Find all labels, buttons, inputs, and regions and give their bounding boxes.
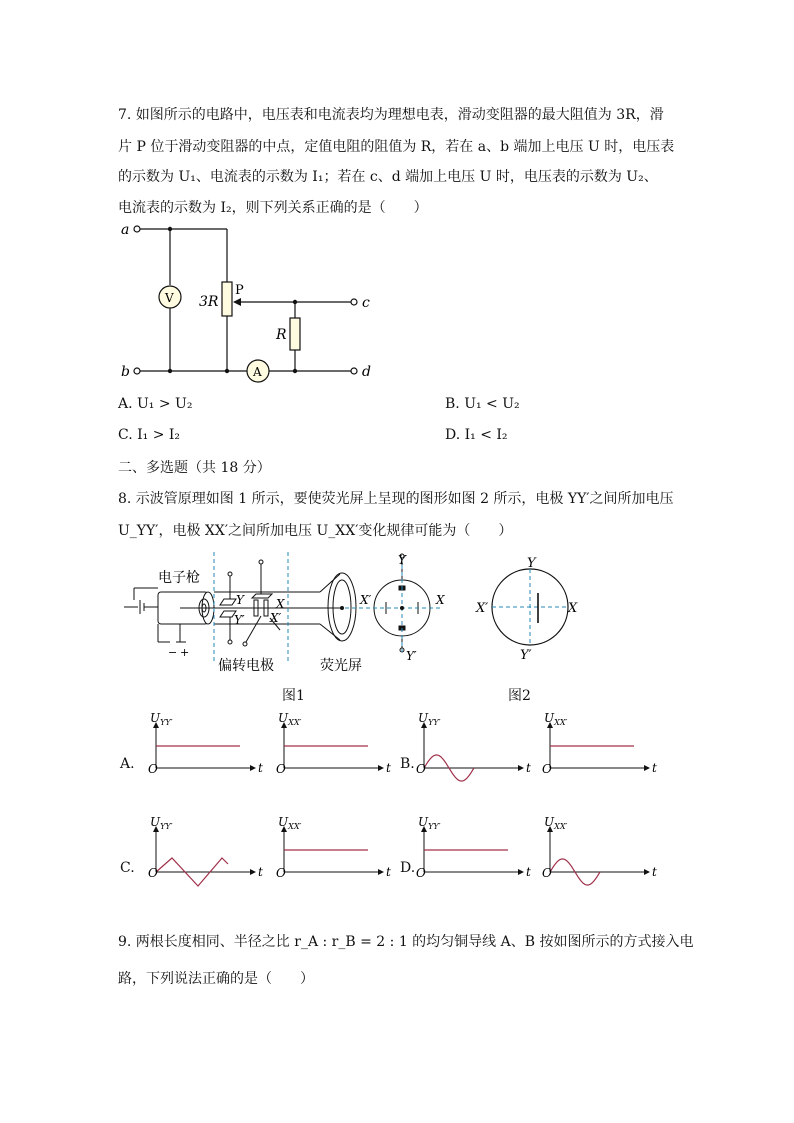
graph-4-t-label: t <box>652 761 657 775</box>
graph-7-uyy <box>404 816 538 896</box>
graph-5-t-label: t <box>258 865 263 879</box>
graph-5-uyy <box>136 816 270 896</box>
q7-line-4: 电流表的示数为 I₂，则下列关系正确的是（ ） <box>118 200 428 216</box>
fig1-yp-label: Y′ <box>234 613 245 627</box>
graph-6-uxx <box>264 816 398 896</box>
fluorescent-screen-label: 荧光屏 <box>320 658 362 674</box>
q8-option-d[interactable]: D. <box>400 860 416 876</box>
graph-5-origin-label: O <box>148 866 158 880</box>
slider-p-label: P <box>235 283 244 298</box>
fig2-xp-label: X′ <box>476 601 489 616</box>
q9-line-1: 9. 两根长度相同、半径之比 r_A : r_B = 2 : 1 的均匀铜导线 A、B 按如图所示的方式接入电 <box>118 934 694 950</box>
graph-2-uxx <box>264 712 398 792</box>
ammeter-label: A <box>253 365 262 379</box>
terminal-d-label: d <box>362 364 371 380</box>
fig1-xp-label: X′ <box>270 611 282 625</box>
electron-gun-label: 电子枪 <box>158 570 200 586</box>
graph-8-origin-label: O <box>542 866 552 880</box>
graph-6-axis-label: $U_{XX'}$ <box>278 816 302 831</box>
fig1-x-label: X <box>276 597 285 611</box>
q7-line-1: 7. 如图所示的电路中，电压表和电流表均为理想电表，滑动变阻器的最大阻值为 3R，滑 <box>118 107 664 123</box>
graph-3-origin-label: O <box>416 762 426 776</box>
fig1-screen-xp-label: X′ <box>360 593 372 607</box>
graph-3-axis-label: $U_{YY'}$ <box>418 712 441 727</box>
plus-sign: + <box>180 646 190 659</box>
graph-8-uxx <box>530 816 664 896</box>
graph-1-t-label: t <box>258 761 263 775</box>
section-2-heading: 二、多选题（共 18 分） <box>118 460 271 476</box>
fig1-screen-x-label: X <box>436 593 445 607</box>
graph-6-t-label: t <box>386 865 391 879</box>
graph-4-origin-label: O <box>542 762 552 776</box>
graph-1-origin-label: O <box>148 762 158 776</box>
graph-3-uyy <box>404 712 538 792</box>
q7-option-a[interactable]: A. U₁ > U₂ <box>118 396 193 412</box>
q7-line-3: 的示数为 U₁、电流表的示数为 I₁；若在 c、d 端加上电压 U 时，电压表的示数为 U₂、 <box>118 169 658 185</box>
q7-option-d[interactable]: D. I₁ < I₂ <box>445 427 508 443</box>
q8-figure-2-screen <box>470 555 590 665</box>
graph-7-origin-label: O <box>416 866 426 880</box>
terminal-c-label: c <box>362 295 370 311</box>
graph-5-axis-label: $U_{YY'}$ <box>150 816 173 831</box>
voltmeter-label: V <box>165 291 174 305</box>
q8-figure-1-oscilloscope <box>120 552 460 702</box>
graph-3-t-label: t <box>526 761 531 775</box>
graph-8-t-label: t <box>652 865 657 879</box>
fig1-screen-y-label: Y <box>398 553 406 567</box>
rheostat-3r-label: 3R <box>199 294 219 310</box>
graph-4-axis-label: $U_{XX'}$ <box>544 712 568 727</box>
q7-line-2: 片 P 位于滑动变阻器的中点，定值电阻的阻值为 R，若在 a、b 端加上电压 U 时，电压表 <box>118 139 675 155</box>
graph-2-axis-label: $U_{XX'}$ <box>278 712 302 727</box>
q8-option-a[interactable]: A. <box>120 756 135 772</box>
q7-option-b[interactable]: B. U₁ < U₂ <box>445 396 520 412</box>
graph-7-t-label: t <box>526 865 531 879</box>
q8-line-1: 8. 示波管原理如图 1 所示，要使荧光屏上呈现的图形如图 2 所示，电极 YY′之间所加电压 <box>118 491 674 507</box>
graph-1-uyy <box>136 712 270 792</box>
graph-2-origin-label: O <box>276 762 286 776</box>
figure-1-caption: 图1 <box>282 688 305 704</box>
q8-option-b[interactable]: B. <box>400 756 415 772</box>
graph-8-axis-label: $U_{XX'}$ <box>544 816 568 831</box>
fig2-yp-label: Y′ <box>520 648 532 663</box>
graph-6-origin-label: O <box>276 866 286 880</box>
terminal-a-label: a <box>121 222 130 238</box>
fig1-screen-yp-label: Y′ <box>406 649 417 663</box>
graph-4-uxx <box>530 712 664 792</box>
terminal-b-label: b <box>121 364 130 380</box>
q8-line-2: U_YY′，电极 XX′之间所加电压 U_XX′变化规律可能为（ ） <box>118 523 513 539</box>
graph-2-t-label: t <box>386 761 391 775</box>
q9-line-2: 路，下列说法正确的是（ ） <box>118 971 314 987</box>
fig2-y-label: Y <box>527 556 536 571</box>
minus-sign: − <box>168 646 178 659</box>
graph-7-axis-label: $U_{YY'}$ <box>418 816 441 831</box>
resistor-r-label: R <box>276 327 287 343</box>
q7-option-c[interactable]: C. I₁ > I₂ <box>118 427 181 443</box>
q8-option-c[interactable]: C. <box>120 860 135 876</box>
fig2-x-label: X <box>568 601 578 616</box>
q7-circuit-diagram <box>115 220 385 390</box>
graph-1-axis-label: $U_{YY'}$ <box>150 712 173 727</box>
deflection-electrode-label: 偏转电极 <box>218 658 274 674</box>
fig1-y-label: Y <box>236 593 244 607</box>
figure-2-caption: 图2 <box>508 688 531 704</box>
